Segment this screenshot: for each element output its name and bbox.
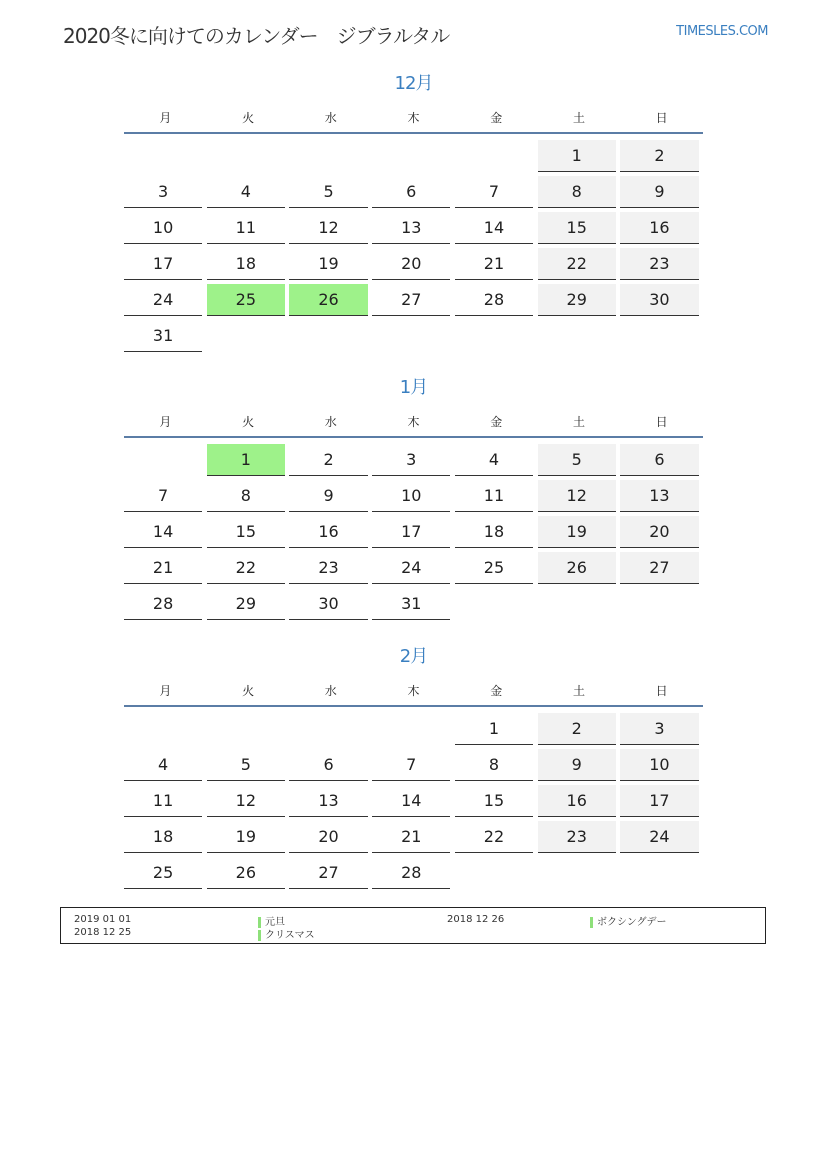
calendar-day: 29 — [207, 588, 285, 620]
calendar-day: 6 — [620, 444, 698, 476]
calendar-day: 25 — [207, 284, 285, 316]
weekday-label: 月 — [159, 414, 172, 429]
weekday-header — [124, 406, 703, 438]
calendar-day: 28 — [372, 857, 450, 889]
calendar-day: 10 — [620, 749, 698, 781]
empty-day — [372, 140, 450, 172]
calendar-day: 31 — [372, 588, 450, 620]
holiday-legend — [60, 907, 766, 944]
empty-day — [207, 140, 285, 172]
calendar-day: 27 — [620, 552, 698, 584]
legend-holiday-label: 元旦 — [265, 917, 285, 928]
month-december — [124, 70, 703, 354]
empty-day — [372, 320, 450, 352]
calendar-day: 26 — [289, 284, 367, 316]
calendar-day: 12 — [289, 212, 367, 244]
site-name[interactable]: TIMESLES.COM — [676, 24, 768, 39]
weekday-label: 火 — [242, 414, 255, 429]
calendar-day: 18 — [455, 516, 533, 548]
calendar-week — [124, 514, 703, 550]
calendar-day: 15 — [207, 516, 285, 548]
calendar-day: 2 — [289, 444, 367, 476]
calendar-day: 31 — [124, 320, 202, 352]
calendar-day: 3 — [124, 176, 202, 208]
calendar-day: 12 — [538, 480, 616, 512]
weekday-label: 日 — [655, 110, 668, 125]
calendar-day: 19 — [289, 248, 367, 280]
month-title: 2月 — [399, 646, 428, 667]
calendar-day: 23 — [538, 821, 616, 853]
page-title: 2020冬に向けてのカレンダー ジブラルタル — [63, 24, 450, 48]
calendar-day: 13 — [620, 480, 698, 512]
calendar-day: 8 — [538, 176, 616, 208]
calendar-day: 11 — [207, 212, 285, 244]
calendar-day: 23 — [289, 552, 367, 584]
calendar-day: 14 — [455, 212, 533, 244]
calendar-day: 24 — [372, 552, 450, 584]
calendar-day: 7 — [455, 176, 533, 208]
empty-day — [538, 588, 616, 620]
calendar-day: 19 — [207, 821, 285, 853]
calendar-day: 19 — [538, 516, 616, 548]
weekday-label: 金 — [490, 414, 503, 429]
legend-holiday-label: ボクシングデー — [597, 917, 667, 928]
calendar-day: 27 — [372, 284, 450, 316]
weekday-label: 金 — [490, 110, 503, 125]
holiday-color-swatch — [258, 930, 261, 941]
weekday-label: 木 — [407, 414, 420, 429]
calendar-day: 8 — [455, 749, 533, 781]
month-february — [124, 643, 703, 891]
calendar-day: 3 — [620, 713, 698, 745]
calendar-week — [124, 855, 703, 891]
calendar-day: 22 — [207, 552, 285, 584]
weekday-label: 土 — [572, 110, 585, 125]
calendar-week — [124, 819, 703, 855]
empty-day — [124, 713, 202, 745]
legend-holiday-name — [590, 913, 667, 928]
month-grid — [124, 711, 703, 891]
calendar-day: 1 — [455, 713, 533, 745]
calendar-week — [124, 138, 703, 174]
weekday-header — [124, 675, 703, 707]
calendar-day: 7 — [372, 749, 450, 781]
calendar-day: 1 — [207, 444, 285, 476]
calendar-day: 20 — [372, 248, 450, 280]
calendar-week — [124, 442, 703, 478]
calendar-week — [124, 174, 703, 210]
weekday-label: 日 — [655, 414, 668, 429]
calendar-day: 4 — [124, 749, 202, 781]
calendar-day: 10 — [124, 212, 202, 244]
weekday-label: 火 — [242, 683, 255, 698]
calendar-day: 17 — [124, 248, 202, 280]
empty-day — [124, 140, 202, 172]
empty-day — [207, 713, 285, 745]
calendar-day: 26 — [538, 552, 616, 584]
calendar-day: 9 — [289, 480, 367, 512]
calendar-day: 27 — [289, 857, 367, 889]
empty-day — [289, 713, 367, 745]
calendar-day: 9 — [620, 176, 698, 208]
weekday-label: 水 — [324, 683, 337, 698]
calendar-day: 16 — [289, 516, 367, 548]
calendar-day: 28 — [124, 588, 202, 620]
weekday-label: 金 — [490, 683, 503, 698]
calendar-day: 25 — [455, 552, 533, 584]
legend-date: 2019 01 01 — [74, 914, 132, 925]
calendar-day: 1 — [538, 140, 616, 172]
calendar-day: 4 — [207, 176, 285, 208]
empty-day — [207, 320, 285, 352]
calendar-day: 15 — [538, 212, 616, 244]
month-grid — [124, 138, 703, 354]
empty-day — [455, 320, 533, 352]
calendar-day: 16 — [620, 212, 698, 244]
empty-day — [289, 140, 367, 172]
empty-day — [620, 320, 698, 352]
calendar-day: 21 — [372, 821, 450, 853]
month-grid — [124, 442, 703, 622]
empty-day — [372, 713, 450, 745]
month-title: 12月 — [394, 73, 433, 94]
calendar-day: 5 — [538, 444, 616, 476]
calendar-day: 25 — [124, 857, 202, 889]
calendar-day: 11 — [455, 480, 533, 512]
calendar-day: 30 — [289, 588, 367, 620]
empty-day — [620, 857, 698, 889]
calendar-week — [124, 246, 703, 282]
weekday-label: 土 — [572, 414, 585, 429]
calendar-day: 6 — [372, 176, 450, 208]
calendar-week — [124, 478, 703, 514]
empty-day — [620, 588, 698, 620]
calendar-day: 16 — [538, 785, 616, 817]
calendar-day: 23 — [620, 248, 698, 280]
calendar-day: 20 — [289, 821, 367, 853]
legend-holiday-name — [258, 926, 315, 941]
calendar-day: 15 — [455, 785, 533, 817]
calendar-day: 5 — [289, 176, 367, 208]
calendar-day: 24 — [620, 821, 698, 853]
calendar-week — [124, 747, 703, 783]
weekday-label: 水 — [324, 110, 337, 125]
calendar-day: 21 — [124, 552, 202, 584]
calendar-day: 14 — [372, 785, 450, 817]
legend-date: 2018 12 26 — [447, 914, 505, 925]
calendar-day: 11 — [124, 785, 202, 817]
calendar-day: 14 — [124, 516, 202, 548]
legend-holiday-label: クリスマス — [265, 930, 315, 941]
calendar-day: 5 — [207, 749, 285, 781]
calendar-day: 28 — [455, 284, 533, 316]
calendar-day: 8 — [207, 480, 285, 512]
weekday-label: 日 — [655, 683, 668, 698]
empty-day — [289, 320, 367, 352]
month-title: 1月 — [399, 377, 428, 398]
calendar-week — [124, 318, 703, 354]
calendar-week — [124, 783, 703, 819]
calendar-day: 30 — [620, 284, 698, 316]
empty-day — [124, 444, 202, 476]
empty-day — [455, 140, 533, 172]
legend-date: 2018 12 25 — [74, 927, 132, 938]
weekday-label: 木 — [407, 110, 420, 125]
calendar-day: 18 — [207, 248, 285, 280]
weekday-label: 月 — [159, 110, 172, 125]
calendar-week — [124, 586, 703, 622]
calendar-week — [124, 711, 703, 747]
calendar-day: 13 — [372, 212, 450, 244]
weekday-label: 木 — [407, 683, 420, 698]
empty-day — [455, 857, 533, 889]
holiday-color-swatch — [590, 917, 593, 928]
calendar-week — [124, 550, 703, 586]
calendar-week — [124, 282, 703, 318]
calendar-day: 6 — [289, 749, 367, 781]
calendar-day: 20 — [620, 516, 698, 548]
calendar-day: 12 — [207, 785, 285, 817]
weekday-label: 火 — [242, 110, 255, 125]
calendar-day: 18 — [124, 821, 202, 853]
calendar-day: 3 — [372, 444, 450, 476]
calendar-day: 2 — [538, 713, 616, 745]
empty-day — [455, 588, 533, 620]
calendar-day: 26 — [207, 857, 285, 889]
calendar-day: 9 — [538, 749, 616, 781]
weekday-label: 月 — [159, 683, 172, 698]
weekday-header — [124, 102, 703, 134]
calendar-day: 2 — [620, 140, 698, 172]
calendar-day: 17 — [620, 785, 698, 817]
weekday-label: 土 — [572, 683, 585, 698]
calendar-week — [124, 210, 703, 246]
empty-day — [538, 857, 616, 889]
calendar-day: 7 — [124, 480, 202, 512]
calendar-day: 10 — [372, 480, 450, 512]
calendar-day: 21 — [455, 248, 533, 280]
calendar-day: 13 — [289, 785, 367, 817]
month-january — [124, 374, 703, 622]
calendar-day: 17 — [372, 516, 450, 548]
calendar-day: 22 — [455, 821, 533, 853]
weekday-label: 水 — [324, 414, 337, 429]
calendar-day: 29 — [538, 284, 616, 316]
empty-day — [538, 320, 616, 352]
calendar-day: 24 — [124, 284, 202, 316]
calendar-day: 22 — [538, 248, 616, 280]
calendar-day: 4 — [455, 444, 533, 476]
